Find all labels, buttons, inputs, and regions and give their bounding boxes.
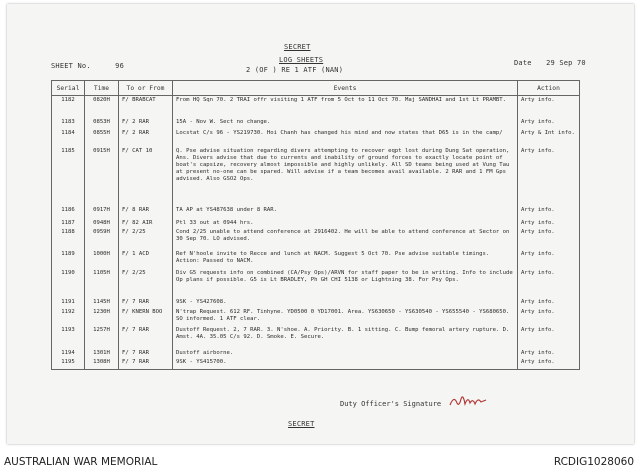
cell-action: Arty info. [518,308,580,326]
cell-serial: 1184 [52,129,85,147]
cell-action: Arty info. [518,358,580,370]
cell-to-from: F/ 7 RAR [119,298,173,308]
date-label: Date [514,59,532,67]
table-row [52,96,580,118]
cell-serial: 1192 [52,308,85,326]
cell-events: Cond 2/25 unable to attend conference at 2916402. He will be able to attend conference at Sector on 30 Sep 70. LO advised. [173,228,518,250]
table-row [52,147,580,206]
cell-serial: 1188 [52,228,85,250]
cell-time: 1105H [85,269,119,298]
cell-time: 0853H [85,118,119,129]
cell-serial: 1191 [52,298,85,308]
cell-to-from: F/ 2/25 [119,228,173,250]
cell-action: Arty info. [518,298,580,308]
sheet-date [514,59,586,67]
cell-events: Div G5 requests info on combined (CA/Psy Ops)/ARVN for staff paper to be in writing. Info to include Op plans if possible. G5 is Lt BRADLEY, Ph GH CHI 5138 or Lightning 38. For Psy Ops. [173,269,518,298]
cell-action: Arty info. [518,206,580,219]
cell-to-from: F/ 7 RAR [119,326,173,349]
cell-events: Ptl 33 out at 0944 hrs. [173,219,518,228]
table-row [52,219,580,228]
cell-action: Arty info. [518,269,580,298]
cell-time: 0820H [85,96,119,118]
sheet-number-label: SHEET No. [51,62,91,70]
cell-events: Dustoff airborne. [173,349,518,358]
cell-to-from: F/ 1 ACD [119,250,173,269]
table-row [52,250,580,269]
cell-events: From HQ Sqn 70. 2 TRAI offr visiting 1 ATF from 5 Oct to 11 Oct 70. Maj SANDHAI and 1st Lt PRAMBT. [173,96,518,118]
cell-serial: 1187 [52,219,85,228]
cell-serial: 1190 [52,269,85,298]
table-header-row [52,81,580,96]
column-header-serial: Serial [52,81,85,96]
cell-to-from: F/ 82 AIR [119,219,173,228]
cell-time: 1301H [85,349,119,358]
table-row [52,308,580,326]
date-value: 29 Sep 70 [546,59,586,67]
cell-serial: 1193 [52,326,85,349]
table-row [52,298,580,308]
table-row [52,118,580,129]
cell-to-from: F/ KNERN BOO [119,308,173,326]
cell-to-from: F/ BRABCAT [119,96,173,118]
table-row [52,326,580,349]
table-row [52,349,580,358]
table-row [52,269,580,298]
cell-events: Q. Pse advise situation regarding divers attempting to recover eqpt lost during Dung Sat operation, Ans. Divers advise that due to currents and inability of ground forces to exactly locate point of boat's capsize, recovery almost impossible and highly unlikely. All SD teams being used at Vung Tau at present no-one can be spared. Will advise if a team becomes avail available. 2 RAR and 1 FM Gps advised. Also GSO2 Ops. [173,147,518,206]
column-header-time: Time [85,81,119,96]
cell-events: Dustoff Request. 2, 7 RAR. 3. N'shoe. A. Priority. B. 1 sitting. C. Bump femoral artery rupture. D. Amst. 4A. 35.05 C/s 92. D. Smoke. E. Secure. [173,326,518,349]
duty-officer-signature-label: Duty Officer's Signature [340,400,442,408]
log-table [51,80,580,370]
cell-action: Arty info. [518,219,580,228]
cell-to-from: F/ 7 RAR [119,349,173,358]
sheet-number [51,62,124,70]
cell-to-from: F/ 8 RAR [119,206,173,219]
cell-time: 0959H [85,228,119,250]
cell-serial: 1185 [52,147,85,206]
column-header-action: Action [518,81,580,96]
cell-to-from: F/ 7 RAR [119,358,173,370]
cell-action: Arty info. [518,349,580,358]
cell-events: 15A - Nov W. Sect no change. [173,118,518,129]
column-header-to-from: To or From [119,81,173,96]
cell-to-from: F/ 2 RAR [119,118,173,129]
cell-action: Arty info. [518,326,580,349]
cell-serial: 1182 [52,96,85,118]
column-header-events: Events [173,81,518,96]
cell-action: Arty info. [518,250,580,269]
cell-to-from: F/ 2/25 [119,269,173,298]
cell-time: 0855H [85,129,119,147]
cell-to-from: F/ 2 RAR [119,129,173,147]
cell-serial: 1183 [52,118,85,129]
cell-serial: 1195 [52,358,85,370]
cell-time: 0917H [85,206,119,219]
cell-action: Arty info. [518,96,580,118]
cell-events: N'trap Request. 612 RF. Tinhyne. YD0500 0 YD17001. Area. YS630650 - YS630540 - YS655540 - YS680650. SO informed. 1 ATF clear. [173,308,518,326]
log-sheet-title: LOG SHEETS [279,56,324,64]
cell-time: 1230H [85,308,119,326]
cell-time: 1000H [85,250,119,269]
cell-action: Arty & Int info. [518,129,580,147]
cell-serial: 1186 [52,206,85,219]
cell-serial: 1194 [52,349,85,358]
unit-heading: 2 (OF ) RE 1 ATF (NAN) [246,66,344,74]
cell-action: Arty info. [518,147,580,206]
footer-institution: AUSTRALIAN WAR MEMORIAL [4,456,158,468]
table-row [52,129,580,147]
cell-time: 0915H [85,147,119,206]
cell-events: Locstat C/s 96 - YS219730. Hoi Chanh has changed his mind and now states that D65 is in the camp/ [173,129,518,147]
cell-events: Ref N'hoole invite to Recce and lunch at NACM. Suggest 5 Oct 70. Pse advise suitable timings. Action: Passed to NACM. [173,250,518,269]
cell-events: 9SK - YS427608. [173,298,518,308]
cell-time: 1257H [85,326,119,349]
cell-time: 0948H [85,219,119,228]
cell-time: 1145H [85,298,119,308]
table-row [52,206,580,219]
cell-time: 1308H [85,358,119,370]
cell-action: Arty info. [518,228,580,250]
cell-serial: 1189 [52,250,85,269]
cell-to-from: F/ CAT 10 [119,147,173,206]
cell-events: TA AP at YS487638 under 8 RAR. [173,206,518,219]
secret-marking-top: SECRET [284,43,311,51]
footer-reference: RCDIG1028060 [553,456,634,468]
secret-marking-bottom: SECRET [288,420,315,428]
cell-action: Arty info. [518,118,580,129]
table-row [52,358,580,370]
cell-events: 9SK - YS415700. [173,358,518,370]
sheet-number-value: 96 [115,62,124,70]
table-row [52,228,580,250]
handwritten-signature [448,393,488,409]
